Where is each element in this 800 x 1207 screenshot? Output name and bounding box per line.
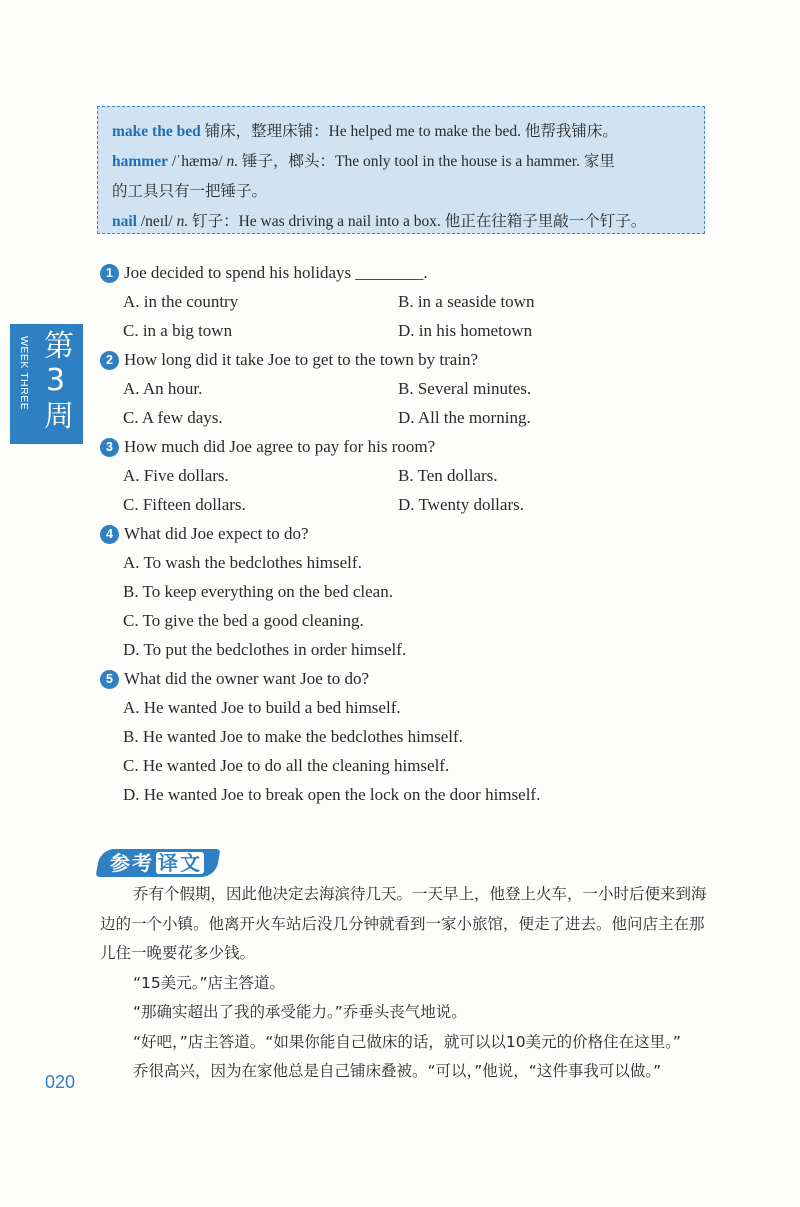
option: D. All the morning.	[398, 408, 531, 427]
week-tab-zhou: 周	[44, 399, 74, 434]
option: A. in the country	[123, 292, 239, 311]
option: B. He wanted Joe to make the bedclothes himself.	[123, 727, 463, 746]
heading-text	[110, 849, 204, 877]
option-row	[100, 316, 720, 345]
translation-paragraph: “好吧，”店主答道。“如果你能自己做床的话，就可以以10美元的价格住在这里。”	[133, 1032, 681, 1051]
option: C. in a big town	[123, 321, 233, 340]
option-row	[100, 751, 720, 780]
option: D. Twenty dollars.	[398, 495, 524, 514]
option-row	[100, 403, 720, 432]
option: C. Fifteen dollars.	[123, 495, 246, 514]
option: B. Several minutes.	[398, 379, 532, 398]
question	[100, 345, 720, 374]
option: C. He wanted Joe to do all the cleaning himself.	[123, 756, 450, 775]
week-tab-di: 第	[44, 329, 74, 364]
page-number: 020	[45, 1072, 76, 1092]
translation-paragraph: “15美元。”店主答道。	[133, 973, 286, 992]
reference-translation-heading	[98, 845, 238, 881]
week-tab	[10, 324, 83, 444]
option-row	[100, 635, 720, 664]
reference-translation-body	[100, 880, 710, 1087]
option: B. Ten dollars.	[398, 466, 498, 485]
vocab-term: hammer	[112, 153, 168, 170]
option-row	[100, 461, 720, 490]
option: B. in a seaside town	[398, 292, 535, 311]
vocab-pos: n.	[176, 213, 189, 230]
option: D. in his hometown	[398, 321, 533, 340]
question	[100, 258, 720, 287]
option-row	[100, 722, 720, 751]
option-row	[100, 287, 720, 316]
vocab-entry-continuation: 的工具只有一把锤子。	[112, 183, 268, 200]
vocab-definition: 钉子：He was driving a nail into a box. 他正在往箱子里敲一个钉子。	[188, 213, 647, 230]
question-number-badge: 2	[100, 351, 119, 370]
option-row	[100, 780, 720, 809]
week-tab-number: 3	[46, 363, 66, 398]
translation-paragraph: 乔很高兴，因为在家他总是自己铺床叠被。“可以，”他说，“这件事我可以做。”	[133, 1062, 662, 1080]
week-label: WEEK THREE	[18, 336, 30, 411]
vocab-pos: n.	[226, 153, 239, 170]
question	[100, 432, 720, 461]
question-text: How much did Joe agree to pay for his room?	[124, 437, 436, 456]
question-text: How long did it take Joe to get to the town by train?	[124, 350, 479, 369]
question-number-badge: 5	[100, 670, 119, 689]
question-text: What did Joe expect to do?	[124, 524, 309, 543]
option: A. An hour.	[123, 379, 203, 398]
vocab-term: make the bed	[112, 123, 201, 140]
question-number-badge: 3	[100, 438, 119, 457]
translation-paragraph: “那确实超出了我的承受能力。”乔垂头丧气地说。	[133, 1003, 467, 1021]
option: C. To give the bed a good cleaning.	[123, 611, 364, 630]
vocabulary-box	[97, 106, 705, 234]
vocab-phonetic: /neɪl/	[136, 213, 177, 230]
option: A. Five dollars.	[123, 466, 229, 485]
heading-text-b: 译文	[158, 851, 202, 875]
option-row	[100, 548, 720, 577]
option: D. He wanted Joe to break open the lock on the door himself.	[123, 785, 541, 804]
question-number-badge: 4	[100, 525, 119, 544]
vocab-definition: 铺床，整理床铺：He helped me to make the bed. 他帮我铺床。	[200, 123, 618, 140]
question-list	[100, 258, 720, 809]
option-row	[100, 490, 720, 519]
question	[100, 519, 720, 548]
vocab-entry	[112, 207, 694, 237]
option: C. A few days.	[123, 408, 223, 427]
vocab-definition: 锤子，榔头：The only tool in the house is a hammer. 家里	[238, 153, 615, 170]
translation-paragraph: 乔有个假期，因此他决定去海滨待几天。一天早上，他登上火车，一小时后便来到海边的一个小镇。他离开火车站后没几分钟就看到一家小旅馆，便走了进去。他问店主在那儿住一晚要花多少钱。	[100, 885, 707, 962]
question-text: Joe decided to spend his holidays ________.	[124, 263, 428, 282]
vocab-entry	[112, 117, 694, 147]
option: A. To wash the bedclothes himself.	[123, 553, 362, 572]
option-row	[100, 606, 720, 635]
option: D. To put the bedclothes in order himself.	[123, 640, 407, 659]
vocab-entry	[112, 147, 694, 177]
question	[100, 664, 720, 693]
question-text: What did the owner want Joe to do?	[124, 669, 370, 688]
option: B. To keep everything on the bed clean.	[123, 582, 393, 601]
option-row	[100, 374, 720, 403]
vocab-term: nail	[112, 213, 137, 230]
option-row	[100, 693, 720, 722]
option-row	[100, 577, 720, 606]
option: A. He wanted Joe to build a bed himself.	[123, 698, 401, 717]
heading-text-a: 参考	[110, 851, 154, 875]
vocab-phonetic: /ˈhæmə/	[167, 153, 227, 170]
question-number-badge: 1	[100, 264, 119, 283]
